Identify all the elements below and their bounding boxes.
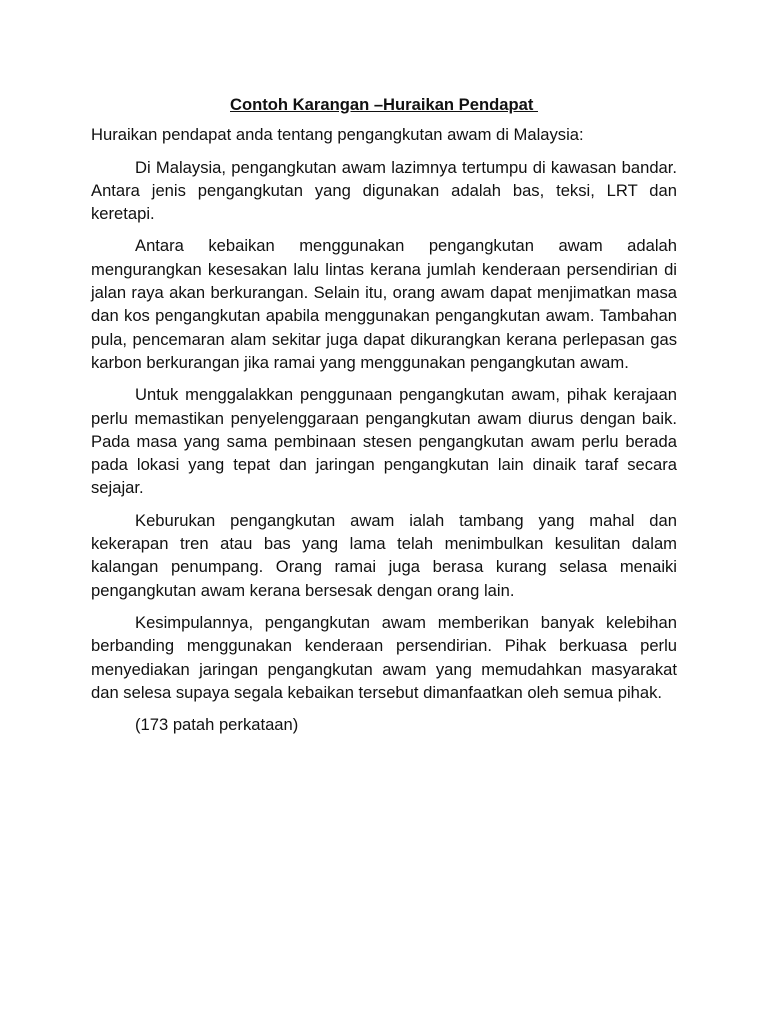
word-count: (173 patah perkataan) <box>135 715 299 735</box>
document-page <box>91 93 677 736</box>
essay-question: Huraikan pendapat anda tentang pengangkutan awam di Malaysia: <box>91 125 584 145</box>
paragraph-disadvantages: Keburukan pengangkutan awam ialah tambang yang mahal dan kekerapan tren atau bas yang lama telah menimbulkan kesulitan dalam kalangan penumpang. Orang ramai juga berasa kurang selasa menaiki pengangkutan awam kerana bersesak dengan orang lain. <box>91 510 677 600</box>
paragraph-encouragement: Untuk menggalakkan penggunaan pengangkutan awam, pihak kerajaan perlu memastikan penyelenggaraan pengangkutan awam diurus dengan baik. Pada masa yang sama pembinaan stesen pengangkutan awam perlu berada pada lokasi yang tepat dan jaringan pengangkutan lain dinaik taraf secara sejajar. <box>91 385 677 498</box>
paragraph-advantages: Antara kebaikan menggunakan pengangkutan awam adalah mengurangkan kesesakan lalu lintas kerana jumlah kenderaan persendirian di jalan raya akan berkurangan. Selain itu, orang awam dapat menjimatkan masa dan kos pengangkutan apabila menggunakan pengangkutan awam. Tambahan pula, pencemaran alam sekitar juga dapat dikurangkan kerana perlepasan gas karbon berkurangan jika ramai yang menggunakan pengangkutan awam. <box>91 236 677 372</box>
document-title: Contoh Karangan –Huraikan Pendapat <box>230 95 538 114</box>
paragraph-introduction: Di Malaysia, pengangkutan awam lazimnya tertumpu di kawasan bandar. Antara jenis pengangkutan yang digunakan adalah bas, teksi, LRT dan keretapi. <box>91 157 677 224</box>
paragraph-conclusion: Kesimpulannya, pengangkutan awam memberikan banyak kelebihan berbanding menggunakan kenderaan persendirian. Pihak berkuasa perlu menyediakan jaringan pengangkutan awam yang memudahkan masyarakat dan selesa supaya segala kebaikan tersebut dimanfaatkan oleh semua pihak. <box>91 612 677 702</box>
